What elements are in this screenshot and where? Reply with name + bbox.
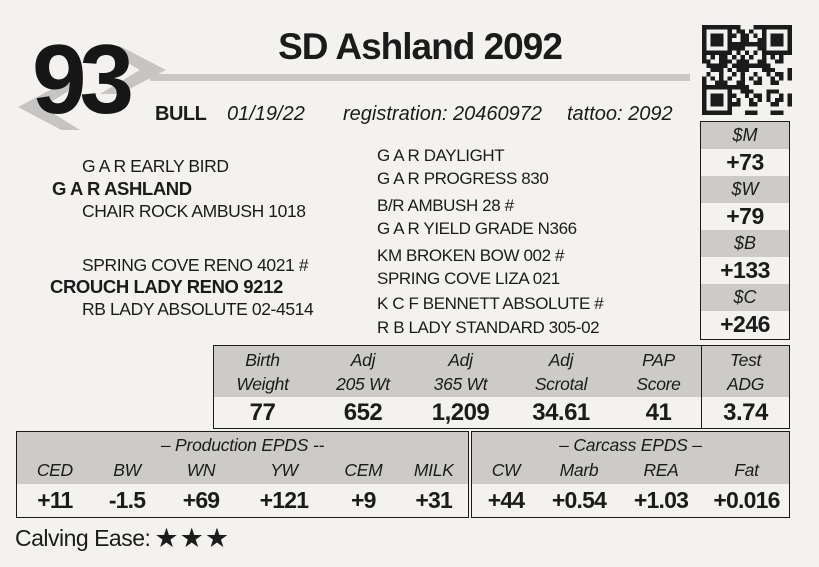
registration-number: registration: 20460972 <box>343 103 543 125</box>
performance-column <box>311 346 415 428</box>
dollar-index-value: +246 <box>720 310 770 337</box>
calving-ease-label: Calving Ease: <box>15 525 151 551</box>
production-epds-grid <box>17 456 468 517</box>
pedigree-entry: R B LADY STANDARD 305-02 <box>377 317 600 337</box>
pedigree-entry: B/R AMBUSH 28 # <box>377 195 514 215</box>
third-generation-list <box>377 144 603 339</box>
dollar-index-label: $M <box>701 122 789 149</box>
sire-granddam: CHAIR ROCK AMBUSH 1018 <box>82 201 306 221</box>
column-header: PAP Score <box>616 346 701 397</box>
tattoo-number: tattoo: 2092 <box>567 103 673 125</box>
performance-column <box>506 346 616 428</box>
epds-column: REA +1.03 <box>618 456 704 517</box>
performance-column <box>214 346 311 428</box>
dam-granddam: RB LADY ABSOLUTE 02-4514 <box>82 299 314 319</box>
calving-ease-stars: ★★★ <box>154 523 231 553</box>
calving-ease-row <box>15 525 230 552</box>
pedigree-entry: G A R PROGRESS 830 <box>377 169 549 189</box>
title-divider <box>150 74 690 81</box>
dollar-index-table <box>700 121 790 340</box>
column-header: Adj Scrotal <box>506 346 616 397</box>
epds-column: CED +11 <box>17 456 93 517</box>
page-title: SD Ashland 2092 <box>278 26 562 67</box>
epds-column: CW +44 <box>472 456 540 517</box>
column-value: 652 <box>343 398 383 426</box>
sire-grandsire: G A R EARLY BIRD <box>82 156 229 176</box>
dollar-index-label: $C <box>701 284 789 311</box>
dollar-index-value: +79 <box>726 202 764 229</box>
dam-name: CROUCH LADY RENO 9212 <box>50 276 283 297</box>
pedigree-entry: G A R YIELD GRADE N366 <box>377 219 577 239</box>
column-value: 41 <box>645 398 672 426</box>
epds-column: Marb +0.54 <box>540 456 618 517</box>
performance-column <box>415 346 506 428</box>
birth-date: 01/19/22 <box>227 103 305 125</box>
epds-column: BW -1.5 <box>93 456 162 517</box>
production-epds-title: – Production EPDS -- <box>17 432 468 456</box>
sire-name: G A R ASHLAND <box>52 178 192 199</box>
pedigree-entry: K C F BENNETT ABSOLUTE # <box>377 294 604 314</box>
column-header: Adj 205 Wt <box>311 346 415 397</box>
column-value: 77 <box>249 398 276 426</box>
carcass-epds-title: – Carcass EPDS – <box>472 432 789 456</box>
performance-table <box>213 345 790 429</box>
pedigree-entry: SPRING COVE LIZA 021 <box>377 268 560 288</box>
epds-column: WN +69 <box>161 456 240 517</box>
column-header: Birth Weight <box>214 346 311 397</box>
carcass-epds-grid <box>472 456 789 517</box>
column-value: 3.74 <box>723 398 768 426</box>
performance-column <box>701 346 789 428</box>
epds-column: Fat +0.016 <box>704 456 789 517</box>
pedigree-entry: G A R DAYLIGHT <box>377 146 505 165</box>
epds-column: CEM +9 <box>327 456 399 517</box>
production-epds-table <box>16 431 469 518</box>
performance-column <box>616 346 701 428</box>
column-value: 1,209 <box>431 398 490 426</box>
carcass-epds-table <box>471 431 790 518</box>
epds-column: MILK +31 <box>399 456 468 517</box>
dam-grandsire: SPRING COVE RENO 4021 # <box>82 255 309 275</box>
sex-label: BULL <box>155 103 207 125</box>
column-value: 34.61 <box>532 398 590 426</box>
dollar-index-label: $B <box>701 230 789 257</box>
dollar-index-label: $W <box>701 176 789 203</box>
column-header: Adj 365 Wt <box>415 346 506 397</box>
qr-code <box>702 25 792 115</box>
animal-info-line <box>155 103 700 129</box>
column-header: Test ADG <box>702 346 789 397</box>
dollar-index-value: +73 <box>726 148 764 175</box>
dollar-index-value: +133 <box>720 256 770 283</box>
pedigree-entry: KM BROKEN BOW 002 # <box>377 245 565 265</box>
epds-column: YW +121 <box>241 456 328 517</box>
lot-number: 93 <box>32 24 128 134</box>
